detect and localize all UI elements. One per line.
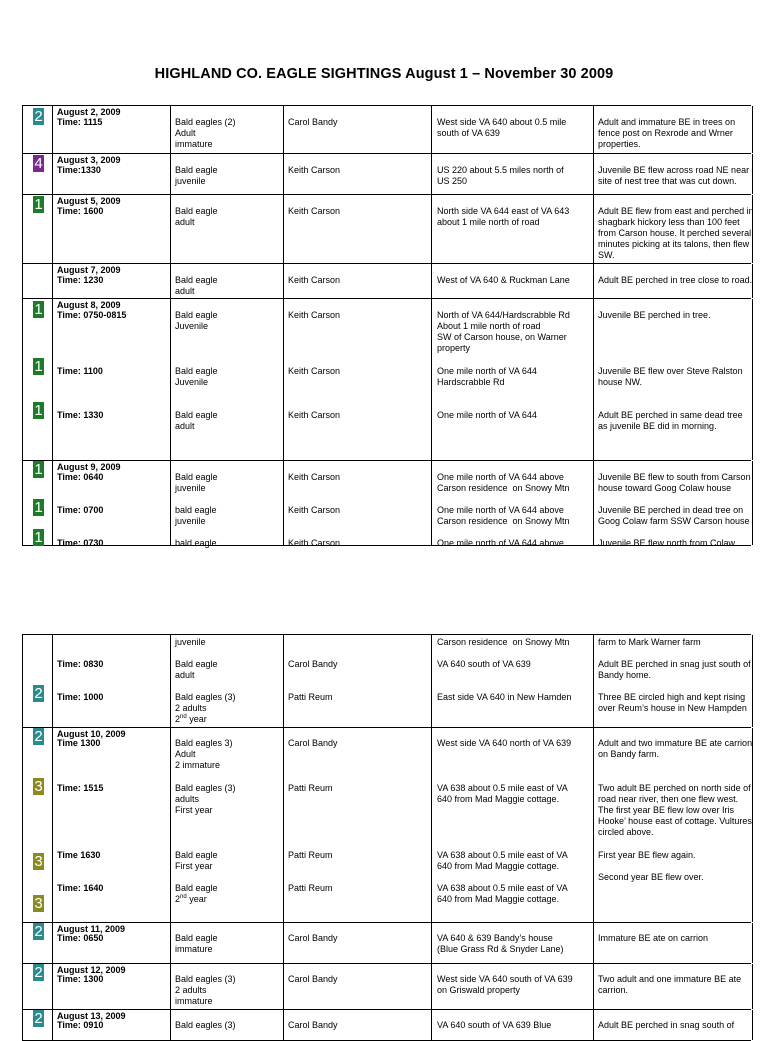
location-line: One mile north of VA 644 above (437, 505, 564, 515)
notes-line: circled above. (598, 827, 654, 837)
count-cell (22, 299, 53, 460)
eagle-count-badge: 2 (34, 685, 43, 702)
location-line: VA 638 about 0.5 mile east of VA (437, 783, 568, 793)
date-time-cell (52, 264, 171, 298)
notes-line: Two adult BE perched on north side of (598, 783, 751, 793)
sightings-table-page-1 (22, 105, 754, 548)
eagle-description: bald eagle (175, 505, 217, 515)
observer-name: Patti Reum (288, 850, 333, 860)
sighting-time: Time: 0640 (57, 472, 104, 482)
notes-cell (593, 461, 753, 548)
eagle-cell (170, 461, 284, 548)
notes-cell (593, 728, 753, 922)
eagle-count-badge: 2 (34, 728, 43, 745)
location-line: property (437, 343, 471, 353)
sighting-time: Time: 1330 (57, 410, 104, 420)
notes-cell (593, 923, 753, 963)
sighting-time: Time 1300 (57, 738, 101, 748)
sighting-row (22, 461, 751, 546)
eagle-description: juvenile (175, 176, 206, 186)
eagle-description: juvenile (175, 516, 206, 526)
sighting-row (22, 1010, 751, 1041)
notes-line: Juvenile BE flew over Steve Ralston (598, 366, 743, 376)
count-cell (22, 635, 53, 727)
eagle-description: 2 immature (175, 760, 221, 770)
eagle-cell (170, 106, 284, 153)
notes-cell (593, 154, 753, 194)
location-cell (431, 106, 594, 153)
eagle-description: adults (175, 794, 200, 804)
location-line: VA 638 about 0.5 mile east of VA (437, 883, 568, 893)
notes-line: Bandy home. (598, 670, 652, 680)
notes-line: The first year BE flew low over Iris (598, 805, 735, 815)
observer-cell (283, 923, 432, 963)
eagle-count-badge: 3 (34, 778, 43, 795)
eagle-description: Juvenile (175, 321, 209, 331)
observer-cell (283, 461, 432, 548)
location-line: Carson residence on Snowy Mtn (437, 637, 570, 647)
notes-line: Adult BE perched in tree close to road. (598, 275, 753, 285)
sighting-time: Time: 0750-0815 (57, 310, 127, 320)
location-line: VA 640 & 639 Bandy’s house (437, 933, 553, 943)
observer-cell (283, 264, 432, 298)
notes-line: Adult BE perched in snag just south of (598, 659, 751, 669)
notes-line: house NW. (598, 377, 643, 387)
eagle-description: First year (175, 861, 213, 871)
count-cell (22, 964, 53, 1009)
date-time-cell (52, 154, 171, 194)
notes-line: minutes picking at its talons, then flew (598, 239, 750, 249)
location-line: West of VA 640 & Ruckman Lane (437, 275, 570, 285)
location-line: (Blue Grass Rd & Snyder Lane) (437, 944, 564, 954)
sighting-date: August 12, 2009 (57, 965, 126, 975)
location-line: SW of Carson house, on Warner (437, 332, 567, 342)
notes-line: Adult and immature BE in trees on (598, 117, 736, 127)
sighting-time: Time: 0910 (57, 1020, 104, 1030)
observer-cell (283, 635, 432, 727)
count-cell (22, 264, 53, 298)
eagle-count-badge: 3 (34, 853, 43, 870)
location-cell (431, 635, 594, 727)
location-line: 640 from Mad Maggie cottage. (437, 794, 560, 804)
location-line: 640 from Mad Maggie cottage. (437, 861, 560, 871)
notes-line: Immature BE ate on carrion (598, 933, 709, 943)
notes-line: farm to Mark Warner farm (598, 637, 701, 647)
eagle-description: Bald eagles (3) (175, 1020, 236, 1030)
sighting-time: Time: 0730 (57, 538, 104, 548)
location-line: about 1 mile north of road (437, 217, 540, 227)
location-cell (431, 154, 594, 194)
notes-line: over Reum’s house in New Hampden (598, 703, 747, 713)
eagle-cell (170, 728, 284, 922)
sighting-date: August 8, 2009 (57, 300, 121, 310)
observer-cell (283, 106, 432, 153)
sighting-row (22, 635, 751, 728)
date-time-cell (52, 728, 171, 922)
location-line: One mile north of VA 644 above (437, 538, 564, 548)
eagle-description: bald eagle (175, 538, 217, 548)
notes-cell (593, 299, 753, 460)
notes-line: from Carson house. It perched several (598, 228, 752, 238)
notes-line: Adult BE flew from east and perched in (598, 206, 754, 216)
sighting-time: Time 1630 (57, 850, 101, 860)
observer-name: Patti Reum (288, 883, 333, 893)
count-cell (22, 1010, 53, 1040)
eagle-description: Bald eagle (175, 850, 218, 860)
notes-cell (593, 964, 753, 1009)
sighting-time: Time:1330 (57, 165, 101, 175)
observer-name: Keith Carson (288, 310, 341, 320)
notes-cell (593, 106, 753, 153)
eagle-count-badge: 3 (34, 895, 43, 912)
notes-line: Juvenile BE perched in tree. (598, 310, 711, 320)
date-time-cell (52, 461, 171, 548)
date-time-cell (52, 195, 171, 263)
eagle-description: Bald eagle (175, 472, 218, 482)
sighting-row (22, 923, 751, 964)
count-cell (22, 106, 53, 153)
location-cell (431, 1010, 594, 1040)
sighting-row (22, 964, 751, 1010)
sighting-row (22, 264, 751, 299)
eagle-count-badge: 1 (34, 301, 43, 318)
sighting-time: Time: 1100 (57, 366, 103, 376)
eagle-description: Bald eagles (3) (175, 783, 236, 793)
location-line: One mile north of VA 644 (437, 410, 537, 420)
sighting-row (22, 154, 751, 195)
observer-name: Carol Bandy (288, 974, 338, 984)
observer-name: Keith Carson (288, 410, 341, 420)
location-line: US 220 about 5.5 miles north of (437, 165, 564, 175)
date-time-cell (52, 106, 171, 153)
notes-line: as juvenile BE did in morning. (598, 421, 717, 431)
sighting-time: Time: 1600 (57, 206, 104, 216)
location-line: One mile north of VA 644 above (437, 472, 564, 482)
sighting-time: Time: 1230 (57, 275, 104, 285)
observer-cell (283, 195, 432, 263)
notes-line: carrion. (598, 985, 629, 995)
sighting-time: Time: 1000 (57, 692, 104, 702)
eagle-description: adult (175, 286, 195, 296)
notes-line: Second year BE flew over. (598, 872, 704, 882)
notes-line: Juvenile BE flew across road NE near (598, 165, 750, 175)
notes-line: First year BE flew again. (598, 850, 696, 860)
eagle-description: immature (175, 996, 213, 1006)
eagle-description: Adult (175, 128, 196, 138)
eagle-description: Bald eagle (175, 310, 218, 320)
sighting-date: August 10, 2009 (57, 729, 126, 739)
eagle-description: 2 adults (175, 985, 207, 995)
eagle-cell (170, 923, 284, 963)
eagle-cell (170, 154, 284, 194)
eagle-count-badge: 2 (34, 964, 43, 981)
location-line: North side VA 644 east of VA 643 (437, 206, 570, 216)
eagle-cell (170, 635, 284, 727)
eagle-description: immature (175, 139, 213, 149)
eagle-description: Bald eagle (175, 659, 218, 669)
count-cell (22, 154, 53, 194)
notes-cell (593, 635, 753, 727)
eagle-description: adult (175, 670, 195, 680)
location-line: US 250 (437, 176, 468, 186)
notes-line: Goog Colaw farm SSW Carson house (598, 516, 750, 526)
location-line: VA 640 south of VA 639 Blue (437, 1020, 552, 1030)
sighting-date: August 11, 2009 (57, 924, 126, 934)
notes-line: Juvenile BE flew north from Colaw (598, 538, 736, 548)
eagle-description: immature (175, 944, 213, 954)
location-line: VA 638 about 0.5 mile east of VA (437, 850, 568, 860)
date-time-cell (52, 923, 171, 963)
eagle-count-badge: 1 (34, 358, 43, 375)
location-line: Hardscrabble Rd (437, 377, 505, 387)
sightings-table-page-2 (22, 634, 751, 1041)
notes-line: site of nest tree that was cut down. (598, 176, 737, 186)
notes-line: Hooke’ house east of cottage. Vultures (598, 816, 752, 826)
sighting-date: August 9, 2009 (57, 462, 121, 472)
count-cell (22, 195, 53, 263)
notes-line: SW. (598, 250, 615, 260)
sighting-date: August 7, 2009 (57, 265, 121, 275)
count-cell (22, 728, 53, 922)
count-cell (22, 461, 53, 545)
notes-line: Adult BE perched in snag south of (598, 1020, 735, 1030)
date-time-cell (52, 635, 171, 727)
eagle-count-badge: 1 (34, 499, 43, 516)
eagle-cell (170, 1010, 284, 1040)
observer-name: Carol Bandy (288, 933, 338, 943)
sighting-time: Time: 1640 (57, 883, 104, 893)
eagle-description: Juvenile (175, 377, 209, 387)
location-cell (431, 964, 594, 1009)
notes-line: Adult BE perched in same dead tree (598, 410, 743, 420)
sighting-time: Time: 1115 (57, 117, 103, 127)
eagle-description: Bald eagle (175, 275, 218, 285)
eagle-description: 2 adults (175, 703, 207, 713)
location-line: About 1 mile north of road (437, 321, 541, 331)
sighting-row (22, 106, 751, 154)
notes-cell (593, 264, 753, 298)
location-line: VA 640 south of VA 639 (437, 659, 531, 669)
eagle-description: adult (175, 421, 195, 431)
location-line: West side VA 640 north of VA 639 (437, 738, 572, 748)
notes-line: Juvenile BE flew to south from Carson (598, 472, 751, 482)
observer-name: Keith Carson (288, 472, 341, 482)
observer-name: Patti Reum (288, 692, 333, 702)
observer-name: Keith Carson (288, 206, 341, 216)
notes-line: house toward Goog Colaw house (598, 483, 732, 493)
eagle-description: 2nd year (175, 894, 207, 904)
eagle-description: Bald eagle (175, 206, 218, 216)
sighting-row (22, 299, 751, 461)
location-cell (431, 923, 594, 963)
sighting-time: Time: 1515 (57, 783, 104, 793)
observer-cell (283, 1010, 432, 1040)
sighting-date: August 2, 2009 (57, 107, 121, 117)
location-cell (431, 299, 594, 460)
eagle-description: Bald eagle (175, 933, 218, 943)
eagle-description: 2nd year (175, 714, 207, 724)
page-title: HIGHLAND CO. EAGLE SIGHTINGS August 1 – November 30 2009 (154, 66, 614, 82)
eagle-count-badge: 2 (34, 1010, 43, 1027)
eagle-cell (170, 964, 284, 1009)
location-line: on Griswald property (437, 985, 521, 995)
eagle-description: Bald eagle (175, 883, 218, 893)
eagle-description: Bald eagle (175, 366, 218, 376)
eagle-description: Bald eagles (2) (175, 117, 236, 127)
location-cell (431, 264, 594, 298)
location-line: West side VA 640 south of VA 639 (437, 974, 573, 984)
eagle-description: First year (175, 805, 213, 815)
eagle-count-badge: 1 (34, 529, 43, 546)
location-cell (431, 461, 594, 548)
sighting-date: August 3, 2009 (57, 155, 121, 165)
sighting-time: Time: 0700 (57, 505, 104, 515)
eagle-count-badge: 1 (34, 461, 43, 478)
observer-name: Carol Bandy (288, 738, 338, 748)
sighting-date: August 5, 2009 (57, 196, 121, 206)
observer-cell (283, 728, 432, 922)
eagle-count-badge: 2 (34, 923, 43, 940)
eagle-cell (170, 195, 284, 263)
observer-name: Keith Carson (288, 275, 341, 285)
notes-cell (593, 195, 753, 263)
eagle-description: adult (175, 217, 195, 227)
eagle-description: Bald eagle (175, 410, 218, 420)
count-cell (22, 923, 53, 963)
eagle-description: Bald eagle (175, 165, 218, 175)
location-cell (431, 195, 594, 263)
notes-line: shagbark hickory less than 100 feet (598, 217, 740, 227)
observer-name: Keith Carson (288, 165, 341, 175)
location-line: south of VA 639 (437, 128, 500, 138)
date-time-cell (52, 1010, 171, 1040)
eagle-description: Bald eagles 3) (175, 738, 233, 748)
sighting-row (22, 195, 754, 264)
notes-line: Two adult and one immature BE ate (598, 974, 742, 984)
sighting-time: Time: 0830 (57, 659, 104, 669)
observer-name: Keith Carson (288, 538, 341, 548)
notes-line: properties. (598, 139, 641, 149)
location-line: East side VA 640 in New Hamden (437, 692, 572, 702)
sighting-row (22, 728, 751, 923)
sighting-time: Time: 0650 (57, 933, 104, 943)
eagle-cell (170, 264, 284, 298)
sighting-time: Time: 1300 (57, 974, 104, 984)
eagle-count-badge: 2 (34, 108, 43, 125)
observer-name: Keith Carson (288, 366, 341, 376)
observer-cell (283, 154, 432, 194)
observer-name: Patti Reum (288, 783, 333, 793)
observer-name: Carol Bandy (288, 1020, 338, 1030)
eagle-cell (170, 299, 284, 460)
sighting-date: August 13, 2009 (57, 1011, 126, 1021)
eagle-count-badge: 1 (34, 402, 43, 419)
notes-line: fence post on Rexrode and Wrner (598, 128, 733, 138)
observer-name: Keith Carson (288, 505, 341, 515)
eagle-count-badge: 4 (34, 155, 43, 172)
observer-cell (283, 964, 432, 1009)
location-line: North of VA 644/Hardscrabble Rd (437, 310, 570, 320)
location-line: One mile north of VA 644 (437, 366, 537, 376)
notes-line: Three BE circled high and kept rising (598, 692, 746, 702)
observer-cell (283, 299, 432, 460)
observer-name: Carol Bandy (288, 117, 338, 127)
location-line: 640 from Mad Maggie cottage. (437, 894, 560, 904)
location-line: West side VA 640 about 0.5 mile (437, 117, 567, 127)
eagle-description: Bald eagles (3) (175, 974, 236, 984)
eagle-description: juvenile (175, 637, 206, 647)
eagle-count-badge: 1 (34, 196, 43, 213)
notes-line: road near river, then one flew west. (598, 794, 739, 804)
eagle-description: Adult (175, 749, 196, 759)
eagle-description: juvenile (175, 483, 206, 493)
date-time-cell (52, 964, 171, 1009)
eagle-description: Bald eagles (3) (175, 692, 236, 702)
notes-line: Adult and two immature BE ate carrion (598, 738, 753, 748)
notes-line: Juvenile BE perched in dead tree on (598, 505, 744, 515)
location-cell (431, 728, 594, 922)
location-line: Carson residence on Snowy Mtn (437, 483, 570, 493)
notes-line: on Bandy farm. (598, 749, 660, 759)
location-line: Carson residence on Snowy Mtn (437, 516, 570, 526)
notes-cell (593, 1010, 753, 1040)
observer-name: Carol Bandy (288, 659, 338, 669)
date-time-cell (52, 299, 171, 460)
